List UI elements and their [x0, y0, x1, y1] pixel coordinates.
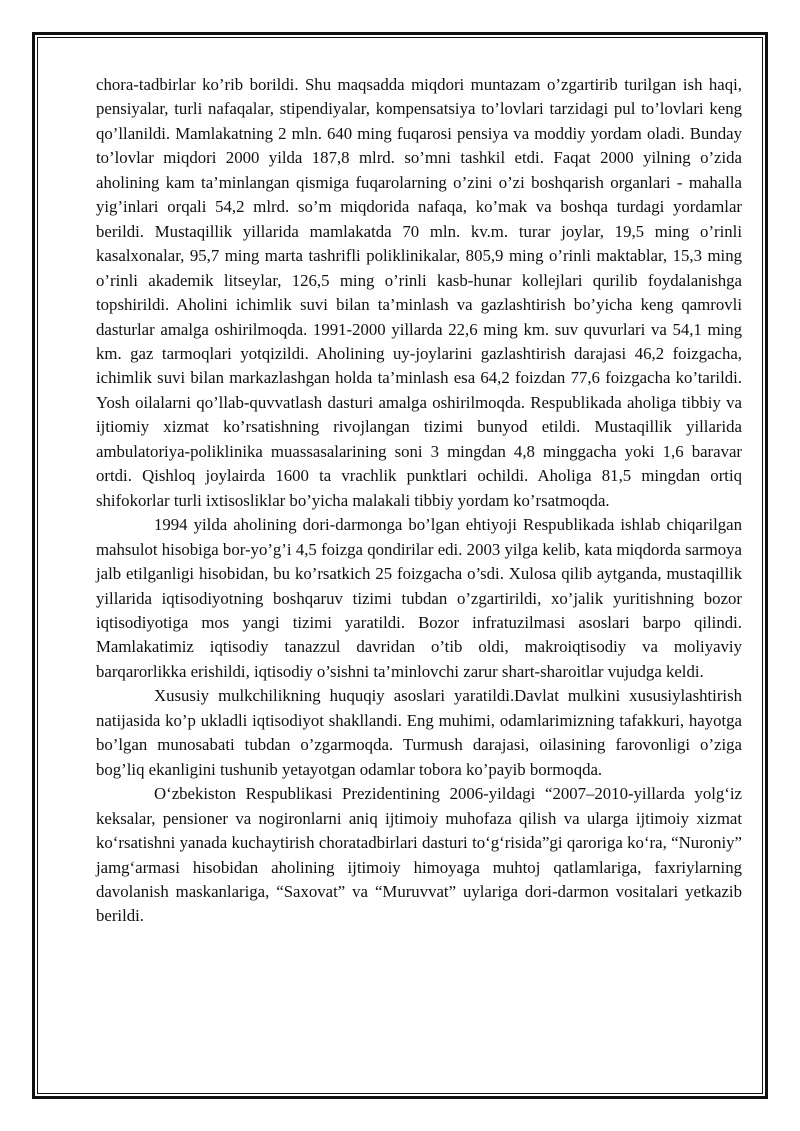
paragraph-3: Xususiy mulkchilikning huquqiy asoslari yaratildi.Davlat mulkini xususiylashtirish natijasida ko’p ukladli iqtisodiyot shakllandi. Eng muhimi, odamlarimizning tafakkuri, hayotga bo’lgan munosabati tubdan o’zgarmoqda. Turmush darajasi, oilasining farovonligi o’ziga bog’liq ekanligini tushunib yetayotgan odamlar tobora ko’payib bormoqda.: [96, 686, 742, 779]
paragraph-1: chora-tadbirlar ko’rib borildi. Shu maqsadda miqdori muntazam o’zgartirib turilgan ish haqi, pensiyalar, turli nafaqalar, stipendiyalar, kompensatsiya to’lovlari tarzidagi pul to’lovlari keng qo’llanildi. Mamlakatning 2 mln. 640 ming fuqarosi pensiya va moddiy yordam oladi. Bunday to’lovlar miqdori 2000 yilda 187,8 mlrd. so’mni tashkil etdi. Faqat 2000 yilning o’zida aholining kam ta’minlangan qismiga fuqarolarning o’zini o’zi boshqarish organlari - mahalla yig’inlari orqali 54,2 mlrd. so’m miqdorida nafaqa, ko’mak va boshqa turdagi yordamlar berildi. Mustaqillik yillarida mamlakatda 70 mln. kv.m. turar joylar, 19,5 ming o’rinli kasalxonalar, 95,7 ming marta tashrifli poliklinikalar, 805,9 ming o’rinli maktablar, 15,3 ming o’rinli akademik litseylar, 126,5 ming o’rinli kasb-hunar kollejlari qurilib foydalanishga topshirildi. Aholini ichimlik suvi bilan ta’minlash va gazlashtirish bo’yicha keng qamrovli dasturlar amalga oshirilmoqda. 1991-2000 yillarda 22,6 ming km. suv quvurlari va 54,1 ming km. gaz tarmoqlari yotqizildi. Aholining uy-joylarini gazlashtirish darajasi 46,2 foizgacha, ichimlik suvi bilan markazlashgan holda ta’minlash esa 64,2 foizdan 77,6 foizgacha ko’tarildi. Yosh oilalarni qo’llab-quvvatlash dasturi amalga oshirilmoqda. Respublikada aholiga tibbiy va ijtiomiy xizmat ko’rsatishning rivojlangan tizimi bunyod etildi. Mustaqillik yillarida ambulatoriya-poliklinika muassasalarining soni 3 mingdan 4,8 minggacha yoki 1,6 baravar ortdi. Qishloq joylairda 1600 ta vrachlik punktlari ochildi. Aholiga 81,5 mingdan ortiq shifokorlar turli ixtisosliklar bo’yicha malakali tibbiy yordam ko’rsatmoqda.: [96, 75, 742, 510]
document-body: [96, 73, 742, 929]
paragraph-2: 1994 yilda aholining dori-darmonga bo’lgan ehtiyoji Respublikada ishlab chiqarilgan mahsulot hisobiga bor-yo’g’i 4,5 foizga qondirilar edi. 2003 yilga kelib, kata miqdorda sarmoya jalb etilganligi hisobidan, bu ko’rsatkich 25 foizgacha o’sdi. Xulosa qilib aytganda, mustaqillik yillarida iqtisodiyotning boshqaruv tizimi tubdan o’zgartirildi, xo’jalik yuritishning bozor iqtisodiyotiga mos yangi tizimi yaratildi. Bozor infratuzilmasi asoslari barpo qilindi. Mamlakatimiz iqtisodiy tanazzul davridan o’tib oldi, makroiqtisodiy va moliyaviy barqarorlikka erishildi, iqtisodiy o’sishni ta’minlovchi zarur shart-sharoitlar vujudga keldi.: [96, 515, 742, 681]
paragraph-4: O‘zbekiston Respublikasi Prezidentining 2006-yildagi “2007–2010-yillarda yolg‘iz keksalar, pensioner va nogironlarni aniq ijtimoiy muhofaza qilish va ularga ijtimoiy xizmat ko‘rsatishni yanada kuchaytirish choratadbirlari dasturi to‘g‘risida”gi qaroriga ko‘ra, “Nuroniy” jamg‘armasi hisobidan aholining ijtimoiy himoyaga muhtoj qatlamlariga, faxriylarning davolanish maskanlariga, “Saxovat” va “Muruvvat” uylariga dori-darmon vositalari yetkazib berildi.: [96, 784, 742, 926]
